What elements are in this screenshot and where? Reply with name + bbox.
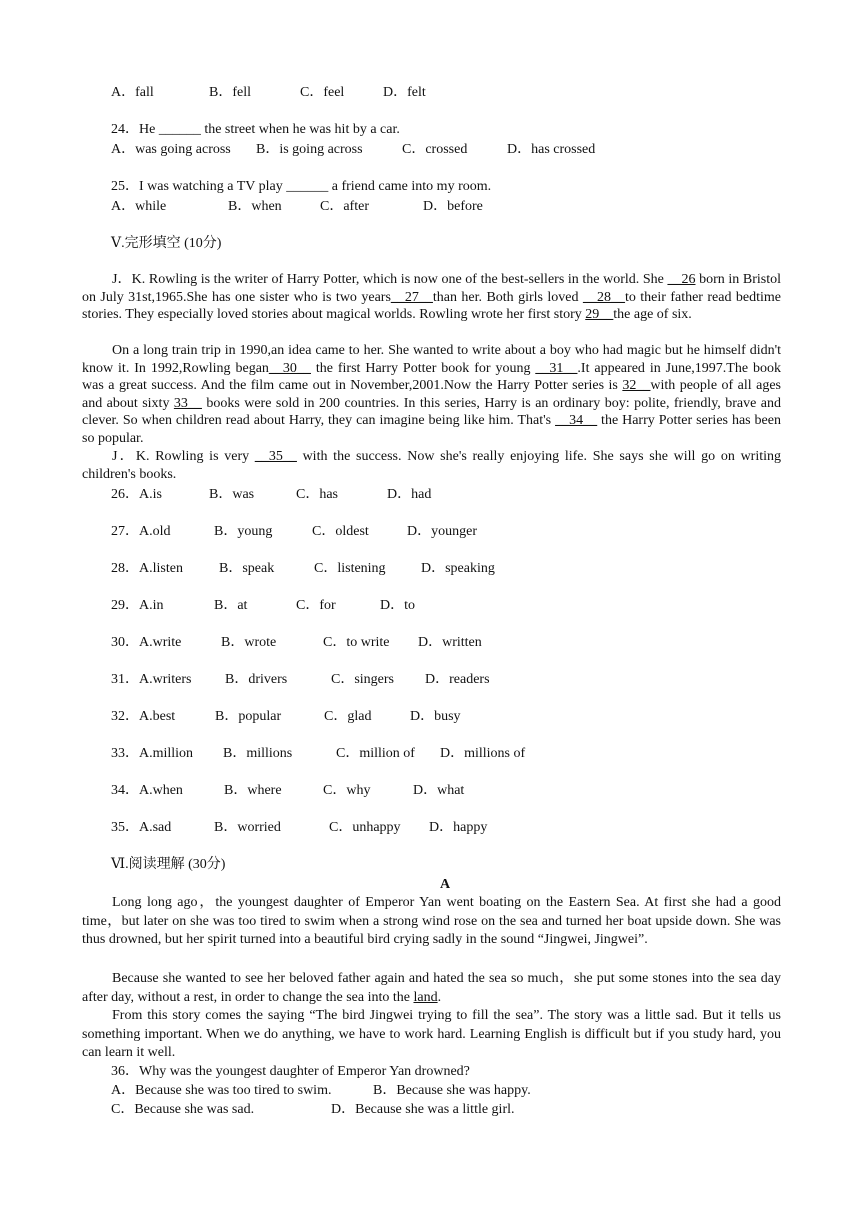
- passage-a-paragraph-1: [82, 894, 781, 950]
- cloze-paragraph-2: [82, 342, 781, 447]
- option-c[interactable]: C．oldest: [312, 524, 369, 539]
- passage-text: Long long ago，the youngest daughter of Emperor Yan went boating on the Eastern Sea. At first she had a good time，but later on she was too tired to swim when a strong wind rose on the sea and turned her boat upside down. She was thus drowned, but her spirit turned into a beautiful bird crying sadly in the sound “Jingwei, Jingwei”.: [82, 895, 781, 947]
- option-d[interactable]: D．millions of: [440, 746, 526, 761]
- cloze-text: than her. Both girls loved: [432, 289, 583, 305]
- option-a[interactable]: 31．A.writers: [111, 672, 192, 687]
- option-c[interactable]: C．has: [296, 487, 338, 502]
- option-d[interactable]: D．to: [380, 598, 415, 613]
- cloze-paragraph-3: [82, 448, 781, 483]
- blank-29: 29__: [585, 307, 614, 322]
- blank-33: 33__: [173, 395, 202, 411]
- option-b[interactable]: B．at: [214, 598, 248, 613]
- cloze-text: with people of all ages and about sixty: [82, 378, 781, 411]
- blank-34: __34__: [555, 413, 598, 428]
- option-b[interactable]: B．young: [214, 524, 273, 539]
- blank-32: 32__: [622, 378, 651, 393]
- option-a[interactable]: 26．A.is: [111, 487, 162, 502]
- option-d[interactable]: D．what: [413, 783, 465, 798]
- option-b[interactable]: B．speak: [219, 561, 275, 576]
- q24-option-d[interactable]: D．has crossed: [507, 142, 596, 157]
- blank-31: __31__: [535, 360, 578, 376]
- cloze-text: .It appeared in June,1997.The book was a great success. And the film came out in November,2001.Now the Harry Potter series is: [82, 360, 781, 393]
- option-c[interactable]: C．unhappy: [329, 820, 401, 835]
- underlined-word-land: land: [413, 989, 438, 1005]
- cloze-text: On a long train trip in 1990,an idea came to her. She wanted to write about a boy who had magic but he himself didn't know it. In 1992,Rowling began: [82, 343, 781, 376]
- option-a[interactable]: 35．A.sad: [111, 820, 172, 835]
- blank-30: __30__: [268, 360, 311, 376]
- q23-option-c[interactable]: C．feel: [300, 85, 345, 100]
- option-b[interactable]: B．drivers: [225, 672, 288, 687]
- cloze-text: born in Bristol on July 31st,1965.She has one sister who is two years: [82, 272, 782, 305]
- option-a[interactable]: 29．A.in: [111, 598, 164, 613]
- option-d[interactable]: D．readers: [425, 672, 490, 687]
- passage-heading: A: [440, 877, 451, 892]
- blank-27: __27__: [390, 289, 433, 305]
- passage-text: From this story comes the saying “The bird Jingwei trying to fill the sea”. The story was a little sad. But it tells us something important. When we do anything, we have to work hard. Learning English is difficult but if you study hard, you can learn it well.: [82, 1008, 781, 1060]
- option-c[interactable]: C．million of: [336, 746, 415, 761]
- option-b[interactable]: B．was: [209, 487, 255, 502]
- option-c[interactable]: C．singers: [331, 672, 394, 687]
- cloze-text: J．K. Rowling is very: [112, 449, 255, 464]
- option-d[interactable]: D．written: [418, 635, 482, 650]
- q36-stem: 36．Why was the youngest daughter of Emperor Yan drowned?: [111, 1064, 470, 1079]
- passage-a-paragraph-2: [82, 970, 781, 1007]
- q25-option-c[interactable]: C．after: [320, 199, 369, 214]
- option-a[interactable]: 34．A.when: [111, 783, 183, 798]
- option-c[interactable]: C．to write: [323, 635, 390, 650]
- option-a[interactable]: 30．A.write: [111, 635, 182, 650]
- option-c[interactable]: C．listening: [314, 561, 386, 576]
- option-b[interactable]: B．wrote: [221, 635, 277, 650]
- option-c[interactable]: C．for: [296, 598, 336, 613]
- q36-option-d[interactable]: D．Because she was a little girl.: [331, 1102, 515, 1117]
- cloze-text: with the success. Now she's really enjoying life. She says she will go on writing children's books.: [82, 449, 782, 482]
- q36-option-c[interactable]: C．Because she was sad.: [111, 1102, 255, 1117]
- q24-option-b[interactable]: B．is going across: [256, 142, 363, 157]
- option-d[interactable]: D．busy: [410, 709, 461, 724]
- passage-text: Because she wanted to see her beloved father again and hated the sea so much，she put some stones into the sea day after day, without a rest, in order to change the sea into the: [82, 971, 781, 1005]
- cloze-text: to their father read bedtime stories. They especially loved stories about magical worlds. Rowling wrote her first story: [82, 289, 781, 322]
- option-d[interactable]: D．happy: [429, 820, 488, 835]
- option-a[interactable]: 28．A.listen: [111, 561, 183, 576]
- cloze-text: the first Harry Potter book for young: [310, 360, 536, 376]
- blank-28: __28__: [582, 289, 625, 305]
- option-a[interactable]: 33．A.million: [111, 746, 194, 761]
- section5-title: Ⅴ.完形填空 (10分): [111, 236, 222, 251]
- q25-option-b[interactable]: B．when: [228, 199, 282, 214]
- option-d[interactable]: D．younger: [407, 524, 477, 539]
- option-b[interactable]: B．worried: [214, 820, 281, 835]
- q36-option-b[interactable]: B．Because she was happy.: [373, 1083, 531, 1098]
- cloze-text: books were sold in 200 countries. In this series, Harry is an ordinary boy: polite, friendly, brave and clever. So when children read about Harry, they can imagine being like him. That's: [82, 395, 781, 428]
- q25-option-d[interactable]: D．before: [423, 199, 483, 214]
- option-c[interactable]: C．glad: [324, 709, 372, 724]
- cloze-text: the age of six.: [613, 307, 692, 322]
- q24-stem: 24．He ______ the street when he was hit by a car.: [111, 122, 400, 137]
- cloze-text: J．K. Rowling is the writer of Harry Potter, which is now one of the best-sellers in the world. She: [112, 272, 668, 287]
- option-a[interactable]: 27．A.old: [111, 524, 171, 539]
- option-b[interactable]: B．where: [224, 783, 282, 798]
- passage-text: .: [437, 989, 442, 1005]
- q24-option-a[interactable]: A．was going across: [111, 142, 231, 157]
- blank-26: __26: [667, 272, 696, 287]
- q23-option-b[interactable]: B．fell: [209, 85, 251, 100]
- q36-option-a[interactable]: A．Because she was too tired to swim.: [111, 1083, 332, 1098]
- option-c[interactable]: C．why: [323, 783, 371, 798]
- q23-option-d[interactable]: D．felt: [383, 85, 426, 100]
- q24-option-c[interactable]: C．crossed: [402, 142, 468, 157]
- option-d[interactable]: D．had: [387, 487, 432, 502]
- q23-option-a[interactable]: A．fall: [111, 85, 154, 100]
- option-a[interactable]: 32．A.best: [111, 709, 176, 724]
- section6-title: Ⅵ.阅读理解 (30分): [111, 857, 226, 872]
- blank-35: __35__: [254, 449, 297, 464]
- q25-option-a[interactable]: A．while: [111, 199, 167, 214]
- passage-a-paragraph-3: [82, 1007, 781, 1063]
- option-d[interactable]: D．speaking: [421, 561, 495, 576]
- option-b[interactable]: B．popular: [215, 709, 282, 724]
- cloze-paragraph-1: [82, 271, 781, 324]
- option-b[interactable]: B．millions: [223, 746, 293, 761]
- cloze-text: the Harry Potter series has been so popular.: [82, 413, 781, 446]
- q25-stem: 25．I was watching a TV play ______ a friend came into my room.: [111, 179, 492, 194]
